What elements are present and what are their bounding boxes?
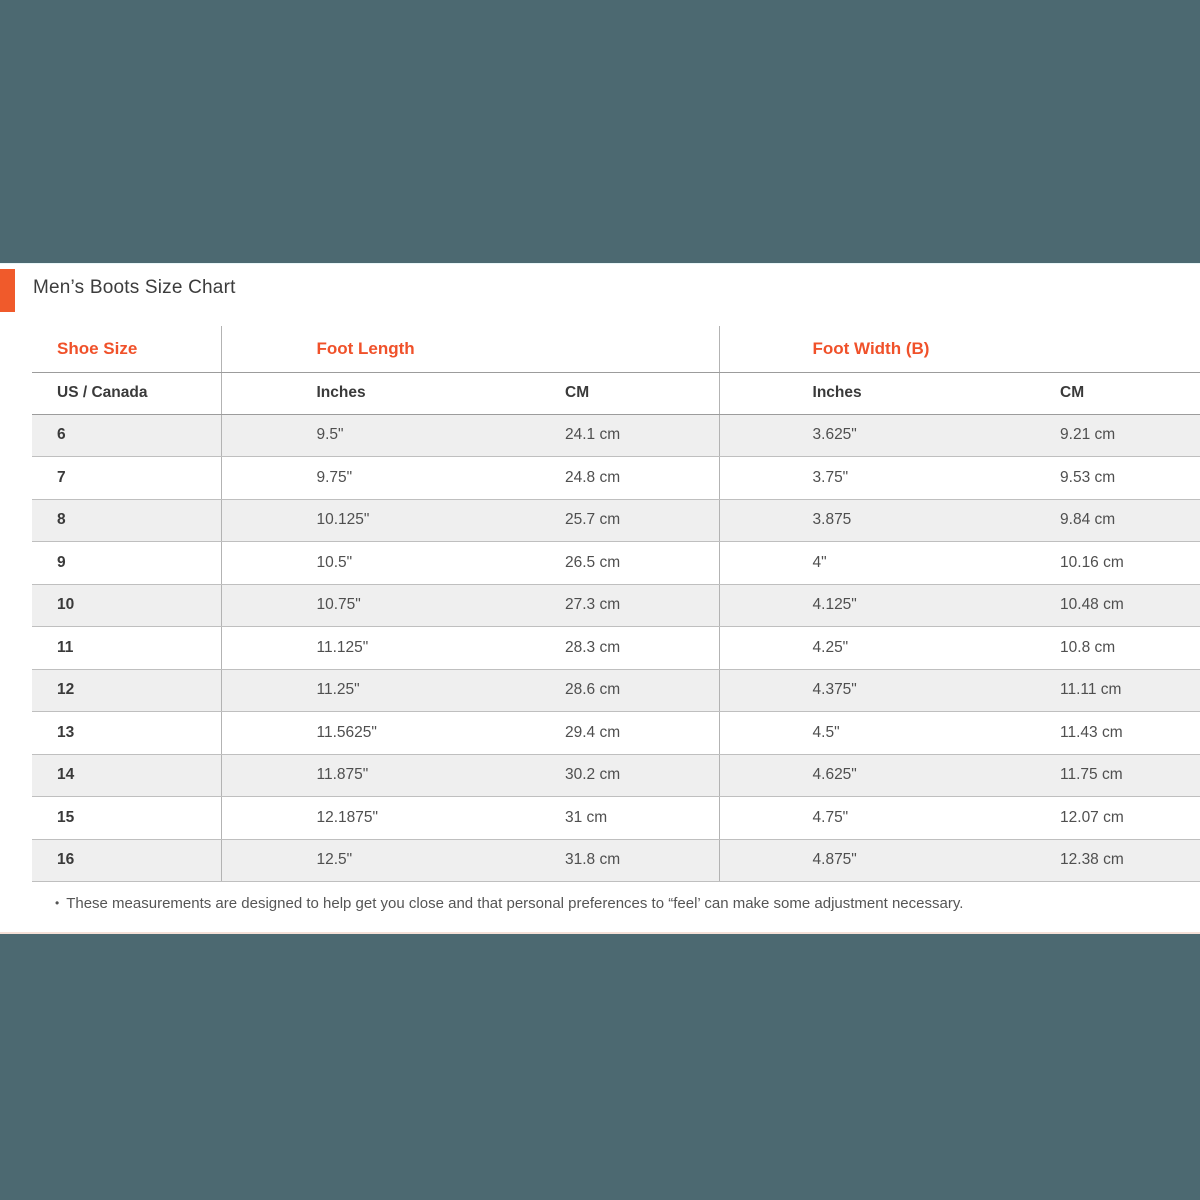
measurement-value: 9.5" xyxy=(221,414,470,457)
column-header-length-inches: Inches xyxy=(221,372,470,414)
measurement-value: 10.16 cm xyxy=(967,542,1200,585)
measurement-value: 25.7 cm xyxy=(470,499,719,542)
measurement-value: 11.125" xyxy=(221,627,470,670)
size-row-11 xyxy=(32,627,1200,670)
size-chart-table xyxy=(32,326,1200,882)
shoe-size-value: 6 xyxy=(32,414,221,457)
column-header-length-cm: CM xyxy=(470,372,719,414)
measurement-value: 12.1875" xyxy=(221,797,470,840)
size-row-7 xyxy=(32,457,1200,500)
measurement-value: 24.8 cm xyxy=(470,457,719,500)
column-header-us-canada: US / Canada xyxy=(32,372,221,414)
measurement-value: 27.3 cm xyxy=(470,584,719,627)
measurement-value: 31.8 cm xyxy=(470,839,719,882)
measurement-value: 11.5625" xyxy=(221,712,470,755)
column-header-width-cm: CM xyxy=(967,372,1200,414)
size-row-8 xyxy=(32,499,1200,542)
group-header-foot-width: Foot Width (B) xyxy=(719,326,1200,372)
shoe-size-value: 12 xyxy=(32,669,221,712)
measurement-value: 12.38 cm xyxy=(967,839,1200,882)
size-row-13 xyxy=(32,712,1200,755)
shoe-size-value: 10 xyxy=(32,584,221,627)
measurement-value: 3.75" xyxy=(719,457,967,500)
measurement-value: 4.875" xyxy=(719,839,967,882)
measurement-value: 31 cm xyxy=(470,797,719,840)
measurement-value: 24.1 cm xyxy=(470,414,719,457)
shoe-size-value: 15 xyxy=(32,797,221,840)
shoe-size-value: 14 xyxy=(32,754,221,797)
measurement-value: 11.75 cm xyxy=(967,754,1200,797)
measurement-value: 10.48 cm xyxy=(967,584,1200,627)
size-row-12 xyxy=(32,669,1200,712)
column-header-width-inches: Inches xyxy=(719,372,967,414)
measurement-value: 12.5" xyxy=(221,839,470,882)
measurement-value: 11.25" xyxy=(221,669,470,712)
shoe-size-value: 8 xyxy=(32,499,221,542)
shoe-size-value: 7 xyxy=(32,457,221,500)
shoe-size-value: 9 xyxy=(32,542,221,585)
measurement-value: 10.75" xyxy=(221,584,470,627)
measurement-value: 3.625" xyxy=(719,414,967,457)
measurement-value: 9.75" xyxy=(221,457,470,500)
size-row-10 xyxy=(32,584,1200,627)
size-row-9 xyxy=(32,542,1200,585)
size-chart-panel xyxy=(0,263,1200,934)
footnote-text: These measurements are designed to help get you close and that personal preferences to “feel’ can make some adjustment necessary. xyxy=(66,895,964,912)
measurement-value: 4.75" xyxy=(719,797,967,840)
shoe-size-value: 16 xyxy=(32,839,221,882)
footnote-bullet: • xyxy=(55,896,60,910)
measurement-value: 3.875 xyxy=(719,499,967,542)
measurement-value: 9.84 cm xyxy=(967,499,1200,542)
measurement-value: 4.25" xyxy=(719,627,967,670)
measurement-value: 12.07 cm xyxy=(967,797,1200,840)
size-row-6 xyxy=(32,414,1200,457)
measurement-value: 4.375" xyxy=(719,669,967,712)
page-title: Men’s Boots Size Chart xyxy=(33,277,236,298)
group-header-foot-length: Foot Length xyxy=(221,326,719,372)
title-accent-bar xyxy=(0,269,15,312)
size-chart-body xyxy=(32,414,1200,882)
measurement-value: 29.4 cm xyxy=(470,712,719,755)
column-header-row xyxy=(32,372,1200,414)
measurement-value: 11.875" xyxy=(221,754,470,797)
size-row-14 xyxy=(32,754,1200,797)
measurement-value: 4.625" xyxy=(719,754,967,797)
measurement-value: 30.2 cm xyxy=(470,754,719,797)
measurement-value: 10.125" xyxy=(221,499,470,542)
measurement-value: 10.8 cm xyxy=(967,627,1200,670)
shoe-size-value: 13 xyxy=(32,712,221,755)
size-row-15 xyxy=(32,797,1200,840)
measurement-value: 4.125" xyxy=(719,584,967,627)
measurement-value: 9.53 cm xyxy=(967,457,1200,500)
measurement-value: 11.43 cm xyxy=(967,712,1200,755)
measurement-value: 28.6 cm xyxy=(470,669,719,712)
measurement-footnote xyxy=(55,895,963,912)
measurement-value: 26.5 cm xyxy=(470,542,719,585)
measurement-value: 28.3 cm xyxy=(470,627,719,670)
group-header-shoe-size: Shoe Size xyxy=(32,326,221,372)
size-row-16 xyxy=(32,839,1200,882)
measurement-value: 9.21 cm xyxy=(967,414,1200,457)
measurement-value: 4" xyxy=(719,542,967,585)
shoe-size-value: 11 xyxy=(32,627,221,670)
group-header-row xyxy=(32,326,1200,372)
measurement-value: 4.5" xyxy=(719,712,967,755)
measurement-value: 10.5" xyxy=(221,542,470,585)
measurement-value: 11.11 cm xyxy=(967,669,1200,712)
